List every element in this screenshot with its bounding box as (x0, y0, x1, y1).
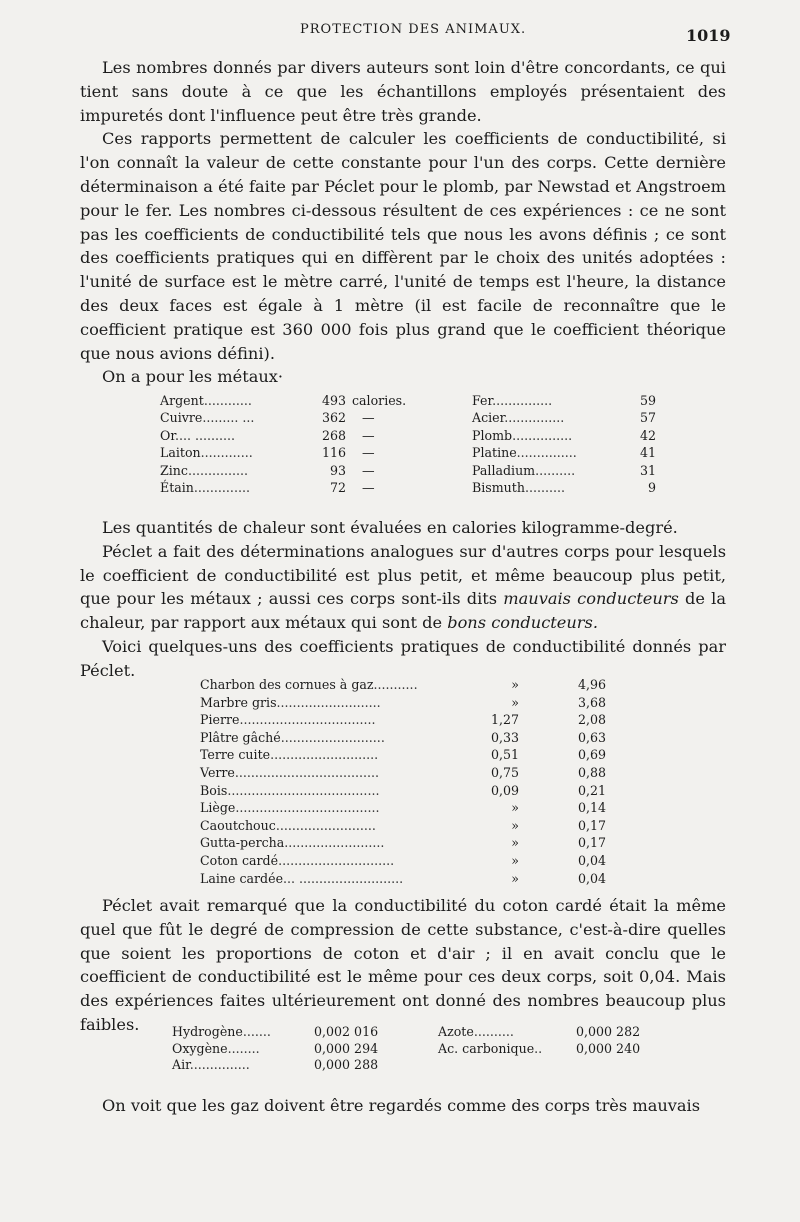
table-row: Palladium.......... 31 (472, 462, 656, 478)
table-row: Oxygène........ 0,000 294 Ac. carbonique.. 0,000 240 (172, 1040, 641, 1056)
table-row: Pierre.................................. 1,27 2,08 (200, 712, 606, 728)
page-header (0, 22, 800, 52)
table-row: Laiton............. 116 — (160, 445, 375, 461)
table-row: Terre cuite........................... 0,51 0,69 (200, 747, 606, 763)
paragraph-gases: On voit que les gaz doivent être regardés comme des corps très mauvais (102, 1096, 701, 1115)
running-title: PROTECTION DES ANIMAUX. (300, 22, 527, 37)
table-row: Argent............ 493 calories. (160, 393, 407, 408)
table-row: Verre.................................... 0,75 0,88 (200, 764, 606, 780)
metals-right-column (472, 392, 682, 496)
table-row: Caoutchouc......................... » 0,17 (200, 817, 606, 833)
table-row: Zinc............... 93 — (160, 462, 375, 478)
table-row: Platine............... 41 (472, 445, 656, 461)
table-row: Charbon des cornues à gaz........... » 4,96 (200, 677, 606, 692)
paragraph-carded-cotton: Péclet avait remarqué que la conductibilité du coton cardé était la même quel que fût le degré de compression de cette substance, c'est-à-dire quelles que soient les proportions de coton et d'air ; il en avait conclu que le coefficient de conductibilité est le même pour ces deux corps, soit 0,04. Mais des expériences faites ultérieurement ont donné des nombres beaucoup plus faibles. (80, 896, 726, 1034)
table-row: Plomb............... 42 (472, 427, 656, 443)
text-block-top (80, 56, 726, 389)
paragraph-coefficients: Ces rapports permettent de calculer les coefficients de conductibilité, si l'on connaît la valeur de cette constante pour l'un des corps. Cette dernière déterminaison a été faite par Péclet pour le plomb, par Newstad et Angstroem pour le fer. Les nombres ci-dessous résultent de ces expériences : ce ne sont pas les coefficients de conductibilité tels que nous les avons définis ; ce sont des coefficients pratiques qui en diffèrent par le choix des unités adoptées : l'unité de surface est le mètre carré, l'unité de temps est l'heure, la distance des deux faces est égale à 1 mètre (il est facile de reconnaître que le coefficient pratique est 360 000 fois plus grand que le coefficient théorique que nous avions défini). (80, 129, 726, 363)
text-block-lower (80, 894, 726, 1037)
table-row: Coton cardé............................. » 0,04 (200, 852, 606, 868)
metals-table (160, 392, 680, 502)
table-row: Hydrogène....... 0,002 016 Azote.......... 0,000 282 (172, 1024, 641, 1039)
paragraph-calories: Les quantités de chaleur sont évaluées en calories kilogramme-degré. (102, 518, 678, 537)
page-number: 1019 (686, 26, 731, 45)
table-row: Air............... 0,000 288 (172, 1057, 379, 1072)
table-row: Cuivre......... ... 362 — (160, 410, 375, 426)
table-row: Bismuth.......... 9 (472, 479, 656, 495)
conductors-table (198, 676, 618, 887)
table-row: Acier............... 57 (472, 410, 656, 426)
paragraph-metals-intro: On a pour les métaux· (102, 367, 284, 387)
paragraph-coefficients-intro: Voici quelques-uns des coefficients pratiques de conductibilité donnés par Péclet. (80, 636, 726, 680)
table-row: Gutta-percha......................... » 0,17 (200, 835, 606, 851)
table-row: Étain.............. 72 — (160, 479, 375, 495)
metals-left-column (160, 392, 460, 496)
table-row: Or.... .......... 268 — (160, 427, 375, 443)
gases-table (172, 1024, 672, 1074)
text-block-bottom (80, 1094, 726, 1118)
table-row: Liège.................................... » 0,14 (200, 800, 606, 816)
table-row: Laine cardée... .......................... » 0,04 (200, 870, 606, 886)
paragraph-bad-conductors: Péclet a fait des déterminations analogues sur d'autres corps pour lesquels le coefficient de conductibilité est plus petit, et même beaucoup plus petit, que pour les métaux ; aussi ces corps sont-ils dits mauvais conducteurs de la chaleur, par rapport aux métaux qui sont de bons conducteurs. (80, 541, 726, 633)
table-row: Marbre gris.......................... » 3,68 (200, 694, 606, 710)
table-row: Plâtre gâché.......................... 0,33 0,63 (200, 729, 606, 745)
text-block-middle (80, 516, 726, 683)
paragraph-samples: Les nombres donnés par divers auteurs sont loin d'être concordants, ce qui tient sans doute à ce que les échantillons employés présentaient des impuretés dont l'influence peut être très grande. (80, 58, 726, 125)
table-row: Bois...................................... 0,09 0,21 (200, 782, 606, 798)
table-row: Fer............... 59 (472, 393, 656, 408)
